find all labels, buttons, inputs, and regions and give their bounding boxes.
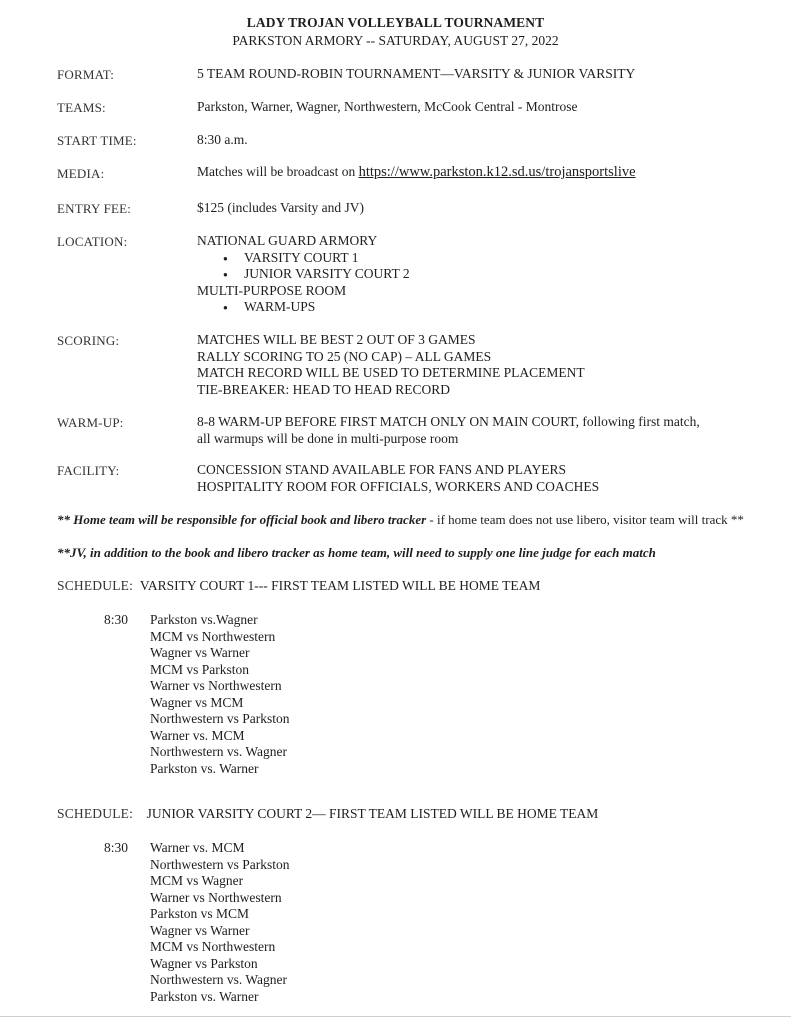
page-edge-divider xyxy=(0,1016,791,1017)
list-item: MCM vs Wagner xyxy=(150,873,244,888)
jv-schedule-heading xyxy=(57,806,598,822)
entry-fee-value: $125 (includes Varsity and JV) xyxy=(197,200,364,215)
jv-start-time: 8:30 xyxy=(104,840,129,855)
start-time-value: 8:30 a.m. xyxy=(197,132,248,147)
facility-value xyxy=(197,462,599,495)
schedule-label: SCHEDULE: xyxy=(57,578,134,593)
home-team-note-rest: - if home team does not use libero, visitor team will track ** xyxy=(426,512,744,527)
jv-match-list xyxy=(150,840,289,1005)
document-title: LADY TROJAN VOLLEYBALL TOURNAMENT xyxy=(246,15,545,30)
jv-note-emphasis: **JV, in addition to the book and libero tracker as home team, will need to supply one line judge for each match xyxy=(57,545,656,560)
list-item: Parkston vs MCM xyxy=(150,906,250,921)
schedule-label: SCHEDULE: xyxy=(57,806,134,821)
media-value xyxy=(197,164,636,181)
list-item: Wagner vs Warner xyxy=(150,922,250,938)
scoring-value xyxy=(197,332,585,398)
list-item: MCM vs Northwestern xyxy=(150,939,276,954)
format-value: 5 TEAM ROUND-ROBIN TOURNAMENT—VARSITY & JUNIOR VARSITY xyxy=(197,66,636,81)
format-label: FORMAT: xyxy=(57,67,115,82)
warm-up-value xyxy=(197,414,700,447)
list-item: Northwestern vs Parkston xyxy=(150,711,290,726)
warm-up-label: WARM-UP: xyxy=(57,415,124,430)
list-item: ● JUNIOR VARSITY COURT 2 xyxy=(197,266,410,283)
scoring-line: MATCH RECORD WILL BE USED TO DETERMINE PLACEMENT xyxy=(197,365,585,380)
home-team-note-emphasis: ** Home team will be responsible for official book and libero tracker xyxy=(57,512,427,527)
scoring-line: MATCHES WILL BE BEST 2 OUT OF 3 GAMES xyxy=(197,332,476,347)
list-item: Parkston vs.Wagner xyxy=(150,612,258,627)
home-team-note xyxy=(57,512,747,527)
facility-line: HOSPITALITY ROOM FOR OFFICIALS, WORKERS AND COACHES xyxy=(197,478,600,494)
media-label: MEDIA: xyxy=(57,166,105,181)
varsity-start-time: 8:30 xyxy=(104,612,129,627)
location-venue: NATIONAL GUARD ARMORY xyxy=(197,233,378,248)
venue-list xyxy=(197,250,410,283)
warm-up-line: all warmups will be done in multi-purpose room xyxy=(197,430,459,446)
list-item: Warner vs Northwestern xyxy=(150,678,282,693)
scoring-label: SCORING: xyxy=(57,333,120,348)
list-item: ● WARM-UPS xyxy=(197,299,410,316)
list-item: Northwestern vs Parkston xyxy=(150,856,290,872)
list-item: Northwestern vs. Wagner xyxy=(150,972,288,987)
list-item: MCM vs Northwestern xyxy=(150,628,276,644)
list-item: Northwestern vs. Wagner xyxy=(150,744,288,759)
location-label: LOCATION: xyxy=(57,234,128,249)
broadcast-link[interactable]: https://www.parkston.k12.sd.us/trojansportslive xyxy=(358,164,636,180)
teams-value: Parkston, Warner, Wagner, Northwestern, McCook Central - Montrose xyxy=(197,99,578,114)
list-item: ● VARSITY COURT 1 xyxy=(197,250,410,267)
varsity-match-list xyxy=(150,612,289,777)
list-item: Wagner vs Warner xyxy=(150,645,250,660)
location-room: MULTI-PURPOSE ROOM xyxy=(197,282,347,298)
warm-up-line: 8-8 WARM-UP BEFORE FIRST MATCH ONLY ON MAIN COURT, following first match, xyxy=(197,414,700,429)
media-prefix: Matches will be broadcast on xyxy=(197,164,359,179)
room-list xyxy=(197,299,410,316)
jv-note xyxy=(57,545,747,560)
document-subtitle: PARKSTON ARMORY -- SATURDAY, AUGUST 27, 2022 xyxy=(232,33,559,48)
varsity-heading-text: VARSITY COURT 1--- FIRST TEAM LISTED WILL BE HOME TEAM xyxy=(139,578,541,593)
entry-fee-label: ENTRY FEE: xyxy=(57,201,132,216)
list-item: Warner vs. MCM xyxy=(150,840,245,855)
list-item: Warner vs Northwestern xyxy=(150,889,282,905)
list-item: MCM vs Parkston xyxy=(150,661,250,677)
teams-label: TEAMS: xyxy=(57,100,106,115)
varsity-schedule-heading xyxy=(57,578,540,594)
list-item: Wagner vs MCM xyxy=(150,694,244,710)
scoring-line: RALLY SCORING TO 25 (NO CAP) – ALL GAMES xyxy=(197,348,492,364)
location-value xyxy=(197,233,410,316)
facility-label: FACILITY: xyxy=(57,463,120,478)
list-item: Parkston vs. Warner xyxy=(150,760,259,776)
start-time-label: START TIME: xyxy=(57,133,137,148)
list-item: Wagner vs Parkston xyxy=(150,955,258,971)
jv-heading-text: JUNIOR VARSITY COURT 2— FIRST TEAM LISTED WILL BE HOME TEAM xyxy=(146,806,599,821)
list-item: Parkston vs. Warner xyxy=(150,988,259,1004)
list-item: Warner vs. MCM xyxy=(150,727,245,743)
facility-line: CONCESSION STAND AVAILABLE FOR FANS AND PLAYERS xyxy=(197,462,566,477)
scoring-line: TIE-BREAKER: HEAD TO HEAD RECORD xyxy=(197,381,450,397)
